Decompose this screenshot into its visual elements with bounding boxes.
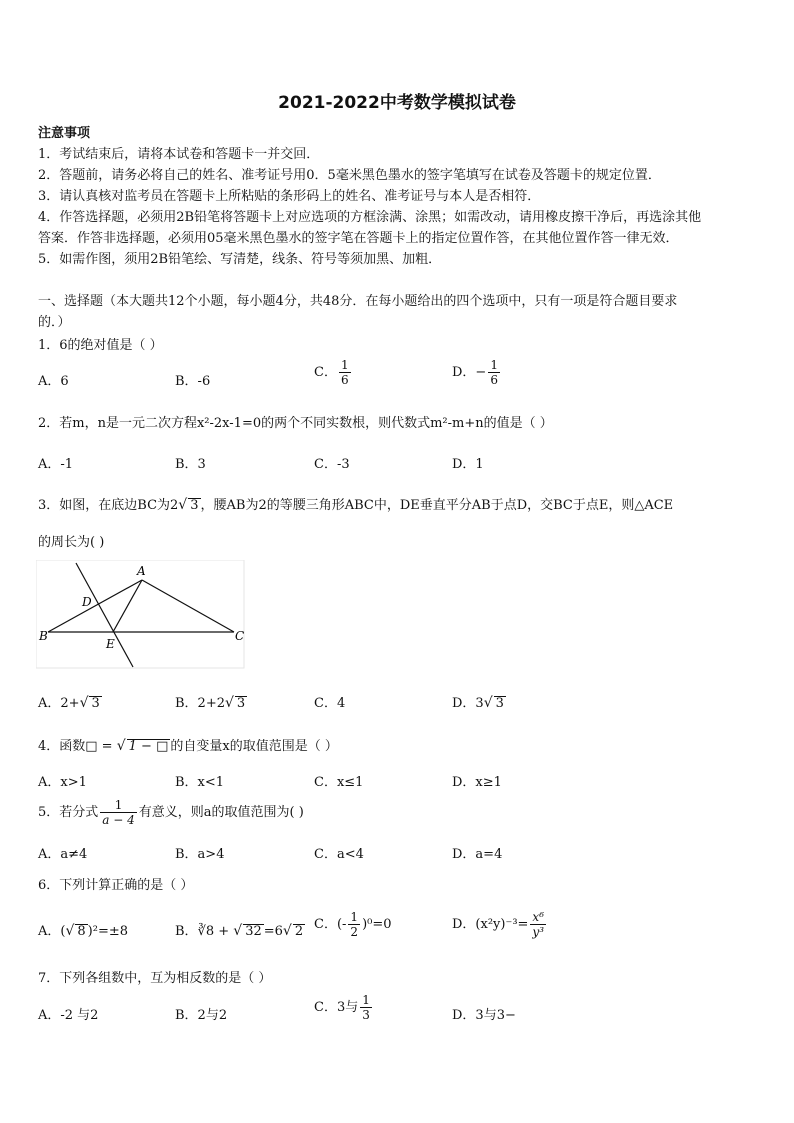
q2-option-c: C．-3: [314, 457, 350, 472]
q5-stem-suffix: 有意义，则a的取值范围为( ): [138, 805, 304, 820]
q2-option-d: D．1: [452, 457, 484, 472]
q4-stem-prefix: 4．函数□ =: [38, 739, 117, 754]
q7-option-c: [314, 993, 374, 1022]
q1-option-d: [452, 358, 502, 387]
fraction: [100, 798, 136, 827]
q5-option-b: B．a>4: [175, 847, 225, 862]
q7-option-d: D．3与3−: [452, 1008, 516, 1023]
q4-stem: [38, 735, 338, 754]
note-item: 2．答题前，请务必将自己的姓名、准考证号用0．5毫米黑色墨水的签字笔填写在试卷及答题卡的规定位置．: [38, 168, 661, 183]
q7-stem: 7．下列各组数中，互为相反数的是（ ）: [38, 971, 272, 986]
numerator: 1: [490, 358, 498, 372]
q3-option-d: [452, 692, 506, 711]
q5-stem-prefix: 5．若分式: [38, 805, 99, 820]
q6-option-a: [38, 920, 128, 939]
note-item: 3．请认真核对监考员在答题卡上所粘贴的条形码上的姓名、准考证号与本人是否相符．: [38, 189, 541, 204]
q3-stem-part2: ，腰AB为2的等腰三角形ABC中，DE垂直平分AB于点D，交BC于点E，则△ACE: [200, 498, 674, 513]
denominator: 6: [340, 373, 349, 387]
label-b: B: [39, 629, 48, 643]
sqrt-sign: √: [483, 695, 493, 711]
sqrt-sign: √: [178, 497, 188, 513]
q1-option-c: [314, 358, 353, 387]
radicand: 1 − □: [128, 739, 169, 754]
q1-option-c-prefix: C．: [314, 365, 337, 380]
sqrt-sign: √: [116, 738, 126, 754]
fraction: [339, 358, 351, 387]
q5-option-d: D．a=4: [452, 847, 503, 862]
note-item: 5．如需作图，须用2B铅笔绘、写清楚，线条、符号等须加黑、加粗．: [38, 252, 442, 267]
denominator: y³: [532, 925, 545, 939]
denominator: a − 4: [102, 813, 135, 827]
q2-option-a: A．-1: [38, 457, 74, 472]
q3-option-a: [38, 692, 102, 711]
label-e: E: [106, 637, 115, 651]
q6-option-a-suffix: )²=±8: [87, 924, 129, 939]
q1-option-a: A．6: [38, 374, 69, 389]
q2-stem: 2．若m，n是一元二次方程x²-2x-1=0的两个不同实数根，则代数式m²-m+n的值是（ ）: [38, 416, 553, 431]
q3-stem: [38, 494, 673, 513]
q3-stem-part1: 3．如图，在底边BC为2: [38, 498, 179, 513]
numerator: 1: [100, 798, 136, 813]
radicand: 2: [294, 924, 304, 939]
denominator: 3: [362, 1008, 370, 1022]
note-item: 答案．作答非选择题，必须用05毫米黑色墨水的签字笔在答题卡上的指定位置作答，在其他位置作答一律无效．: [38, 231, 679, 246]
q3-option-b: [175, 692, 247, 711]
q7-option-c-prefix: C．3与: [314, 1000, 359, 1015]
q7-option-a: A．-2 与2: [38, 1008, 99, 1023]
denominator: 6: [490, 373, 498, 387]
perpendicular-bisector-de: [76, 563, 133, 667]
radicand: 8: [77, 924, 86, 939]
q6-stem: 6．下列计算正确的是（ ）: [38, 878, 194, 893]
page-title: 2021-2022中考数学模拟试卷: [278, 93, 516, 113]
q4-option-b: B．x<1: [175, 775, 225, 790]
q3-option-b-prefix: B．2+2: [175, 696, 225, 711]
sqrt-sign: √: [233, 923, 243, 939]
q6-option-c-prefix: C．(-: [314, 917, 347, 932]
note-item: 1．考试结束后，请将本试卷和答题卡一并交回．: [38, 147, 320, 162]
sqrt-sign: √: [282, 923, 292, 939]
q6-option-c-suffix: )⁰=0: [362, 917, 392, 932]
radicand: 32: [245, 924, 262, 939]
q5-option-a: A．a≠4: [38, 847, 88, 862]
q1-option-d-prefix: D．−: [452, 365, 487, 380]
q5-stem: [38, 798, 304, 827]
fraction: [360, 993, 372, 1022]
label-a: A: [137, 564, 146, 578]
numerator: 1: [350, 910, 359, 924]
fraction: [488, 358, 500, 387]
numerator: 1: [362, 993, 370, 1007]
radicand: 3: [190, 498, 199, 513]
radicand: 3: [91, 696, 100, 711]
numerator: x⁶: [530, 910, 546, 925]
q6-option-c: [314, 910, 392, 939]
numerator: 1: [340, 358, 349, 372]
q4-stem-suffix: 的自变量x的取值范围是（ ）: [170, 739, 338, 754]
q1-option-b: B．-6: [175, 374, 211, 389]
q4-option-d: D．x≥1: [452, 775, 502, 790]
q3-option-a-prefix: A．2+: [38, 696, 80, 711]
q7-option-b: B．2与2: [175, 1008, 228, 1023]
denominator: 2: [350, 925, 359, 939]
triangle-figure: [36, 560, 246, 670]
q4-option-c: C．x≤1: [314, 775, 364, 790]
fraction: [348, 910, 360, 939]
q3-option-d-prefix: D．3: [452, 696, 484, 711]
radicand: 3: [495, 696, 504, 711]
label-c: C: [235, 629, 245, 643]
fraction: [530, 910, 546, 939]
sqrt-sign: √: [65, 923, 75, 939]
q6-option-b-mid: =6: [263, 924, 283, 939]
q6-option-d: [452, 910, 548, 939]
sqrt-sign: √: [225, 695, 234, 711]
q3-stem-line2: 的周长为( ): [38, 535, 105, 550]
sqrt-sign: √: [79, 695, 89, 711]
q6-option-b: [175, 920, 305, 939]
q5-option-c: C．a<4: [314, 847, 364, 862]
section-heading-line2: 的．）: [38, 315, 71, 330]
q6-option-b-prefix: B．∛8 +: [175, 924, 234, 939]
q3-option-c: C．4: [314, 696, 346, 711]
notes-heading: 注意事项: [38, 126, 91, 141]
q1-stem: 1．6的绝对值是（ ）: [38, 338, 163, 353]
label-d: D: [82, 595, 92, 609]
segment-ac: [142, 580, 234, 632]
radicand: 3: [236, 696, 246, 711]
q6-option-a-prefix: A．(: [38, 924, 66, 939]
note-item: 4．作答选择题，必须用2B铅笔将答题卡上对应选项的方框涂满、涂黑；如需改动，请用橡皮擦干净后，再选涂其他: [38, 210, 702, 225]
q6-option-d-prefix: D．(x²y)⁻³=: [452, 917, 529, 932]
q4-option-a: A．x>1: [38, 775, 87, 790]
q2-option-b: B．3: [175, 457, 206, 472]
section-heading-line1: 一、选择题（本大题共12个小题，每小题4分，共48分．在每小题给出的四个选项中，只有一项是符合题目要求: [38, 294, 678, 309]
